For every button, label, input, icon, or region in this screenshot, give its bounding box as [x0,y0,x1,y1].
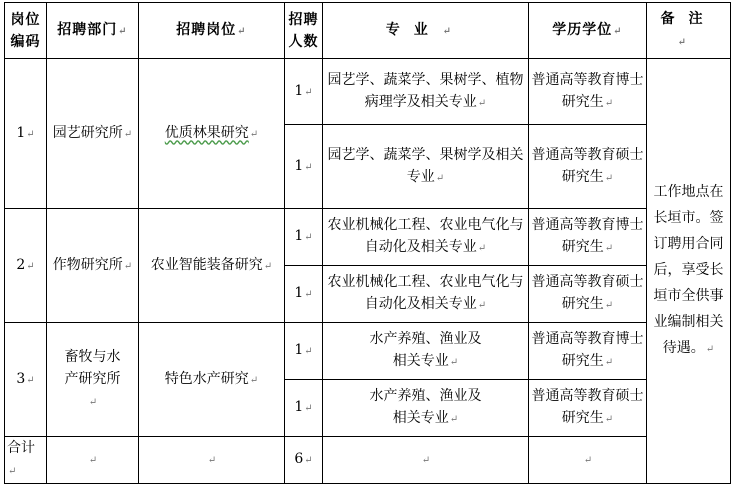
education-cell: 普通高等教育硕士研究生↵ [529,380,647,437]
header-post-code: 岗位编码 [5,3,47,59]
post-code-cell: 1↵ [5,59,47,209]
major-cell: 水产养殖、渔业及相关专业↵ [323,380,529,437]
header-major: 专业↵ [323,3,529,59]
count-cell: 1↵ [285,209,323,266]
table-row [5,323,731,380]
major-cell: 农业机械化工程、农业电气化与自动化及相关专业↵ [323,266,529,323]
count-cell: 1↵ [285,266,323,323]
recruitment-table [4,2,731,484]
header-position: 招聘岗位↵ [139,3,285,59]
department-cell: 作物研究所↵ [47,209,139,323]
total-empty-cell: ↵ [323,437,529,484]
header-department: 招聘部门↵ [47,3,139,59]
count-cell: 1↵ [285,125,323,209]
count-cell: 1↵ [285,59,323,125]
header-count: 招聘人数 [285,3,323,59]
header-education: 学历学位↵ [529,3,647,59]
total-empty-cell: ↵ [47,437,139,484]
header-remarks: 备注↵ [647,3,731,59]
education-cell: 普通高等教育博士研究生↵ [529,209,647,266]
major-cell: 农业机械化工程、农业电气化与自动化及相关专业↵ [323,209,529,266]
table-row [5,59,731,125]
total-empty-cell: ↵ [139,437,285,484]
count-cell: 1↵ [285,323,323,380]
total-empty-cell: ↵ [529,437,647,484]
education-cell: 普通高等教育博士研究生↵ [529,323,647,380]
education-cell: 普通高等教育硕士研究生↵ [529,125,647,209]
position-cell: 农业智能装备研究↵ [139,209,285,323]
position-cell: 特色水产研究↵ [139,323,285,437]
major-cell: 园艺学、蔬菜学、果树学及相关专业↵ [323,125,529,209]
count-cell: 1↵ [285,380,323,437]
major-cell: 水产养殖、渔业及相关专业↵ [323,323,529,380]
table-row [5,209,731,266]
total-count: 6↵ [285,437,323,484]
remarks-cell: 工作地点在长垣市。签订聘用合同后，享受长垣市全供事业编制相关待遇。↵ [647,59,731,484]
major-cell: 园艺学、蔬菜学、果树学、植物病理学及相关专业↵ [323,59,529,125]
education-cell: 普通高等教育博士研究生↵ [529,59,647,125]
department-cell: 园艺研究所↵ [47,59,139,209]
post-code-cell: 3↵ [5,323,47,437]
education-cell: 普通高等教育硕士研究生↵ [529,266,647,323]
position-cell: 优质林果研究↵ [139,59,285,209]
total-row [5,437,731,484]
post-code-cell: 2↵ [5,209,47,323]
department-cell: 畜牧与水产研究所↵ [47,323,139,437]
header-row [5,3,731,59]
total-label: 合计↵ [5,437,47,484]
